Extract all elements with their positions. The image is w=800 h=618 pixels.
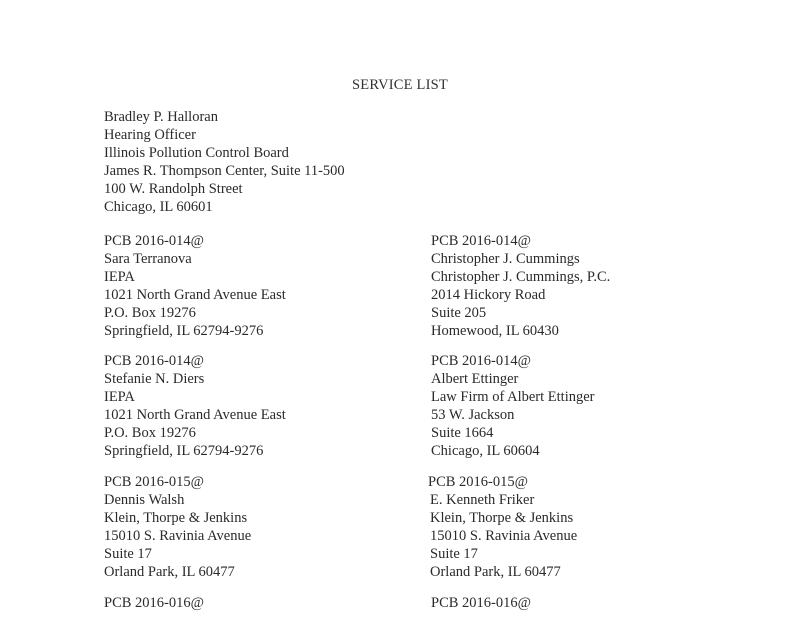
address-line: 15010 S. Ravinia Avenue: [430, 528, 578, 544]
address-line: 2014 Hickory Road: [431, 287, 546, 303]
address-line: Chicago, IL 60601: [104, 199, 213, 215]
contact-name: Christopher J. Cummings: [431, 251, 580, 267]
contact-name: Albert Ettinger: [431, 371, 519, 387]
address-line: Bradley P. Halloran: [104, 109, 218, 125]
service-entry-right: [431, 232, 610, 340]
address-line: 1021 North Grand Avenue East: [104, 287, 286, 303]
page-title: SERVICE LIST: [352, 77, 448, 93]
address-line: Homewood, IL 60430: [431, 323, 559, 339]
address-line: IEPA: [104, 269, 135, 285]
service-entry-left: [104, 594, 204, 612]
case-number: PCB 2016-015@: [428, 474, 528, 490]
address-line: Suite 17: [104, 546, 152, 562]
contact-name: Sara Terranova: [104, 251, 192, 267]
address-line: Law Firm of Albert Ettinger: [431, 389, 595, 405]
address-line: 1021 North Grand Avenue East: [104, 407, 286, 423]
case-number: PCB 2016-015@: [104, 474, 204, 490]
case-number: PCB 2016-014@: [431, 353, 531, 369]
address-line: 15010 S. Ravinia Avenue: [104, 528, 252, 544]
address-line: Orland Park, IL 60477: [104, 564, 235, 580]
address-line: Christopher J. Cummings, P.C.: [431, 269, 611, 285]
address-line: IEPA: [104, 389, 135, 405]
case-number: PCB 2016-016@: [104, 595, 204, 611]
address-line: Klein, Thorpe & Jenkins: [430, 510, 574, 526]
case-number: PCB 2016-014@: [104, 353, 204, 369]
contact-name: Stefanie N. Diers: [104, 371, 205, 387]
address-line: P.O. Box 19276: [104, 305, 196, 321]
address-line: Klein, Thorpe & Jenkins: [104, 510, 248, 526]
service-entry-left: [104, 232, 286, 340]
address-line: Suite 17: [430, 546, 478, 562]
address-line: Suite 1664: [431, 425, 494, 441]
hearing-officer-block: [104, 108, 345, 216]
service-entry-left: [104, 473, 251, 581]
case-number: PCB 2016-014@: [431, 233, 531, 249]
address-line: Chicago, IL 60604: [431, 443, 540, 459]
address-line: Suite 205: [431, 305, 487, 321]
address-line: 53 W. Jackson: [431, 407, 515, 423]
address-line: James R. Thompson Center, Suite 11-500: [104, 163, 345, 179]
address-line: P.O. Box 19276: [104, 425, 196, 441]
address-line: Springfield, IL 62794-9276: [104, 443, 264, 459]
service-entry-right: [431, 352, 595, 460]
address-line: Orland Park, IL 60477: [430, 564, 561, 580]
service-entry-right: [428, 473, 577, 581]
contact-name: E. Kenneth Friker: [430, 492, 535, 508]
address-line: Hearing Officer: [104, 127, 196, 143]
address-line: Springfield, IL 62794-9276: [104, 323, 264, 339]
service-entry-right: [431, 594, 531, 612]
address-line: 100 W. Randolph Street: [104, 181, 243, 197]
contact-name: Dennis Walsh: [104, 492, 185, 508]
case-number: PCB 2016-016@: [431, 595, 531, 611]
case-number: PCB 2016-014@: [104, 233, 204, 249]
address-line: Illinois Pollution Control Board: [104, 145, 289, 161]
service-entry-left: [104, 352, 286, 460]
